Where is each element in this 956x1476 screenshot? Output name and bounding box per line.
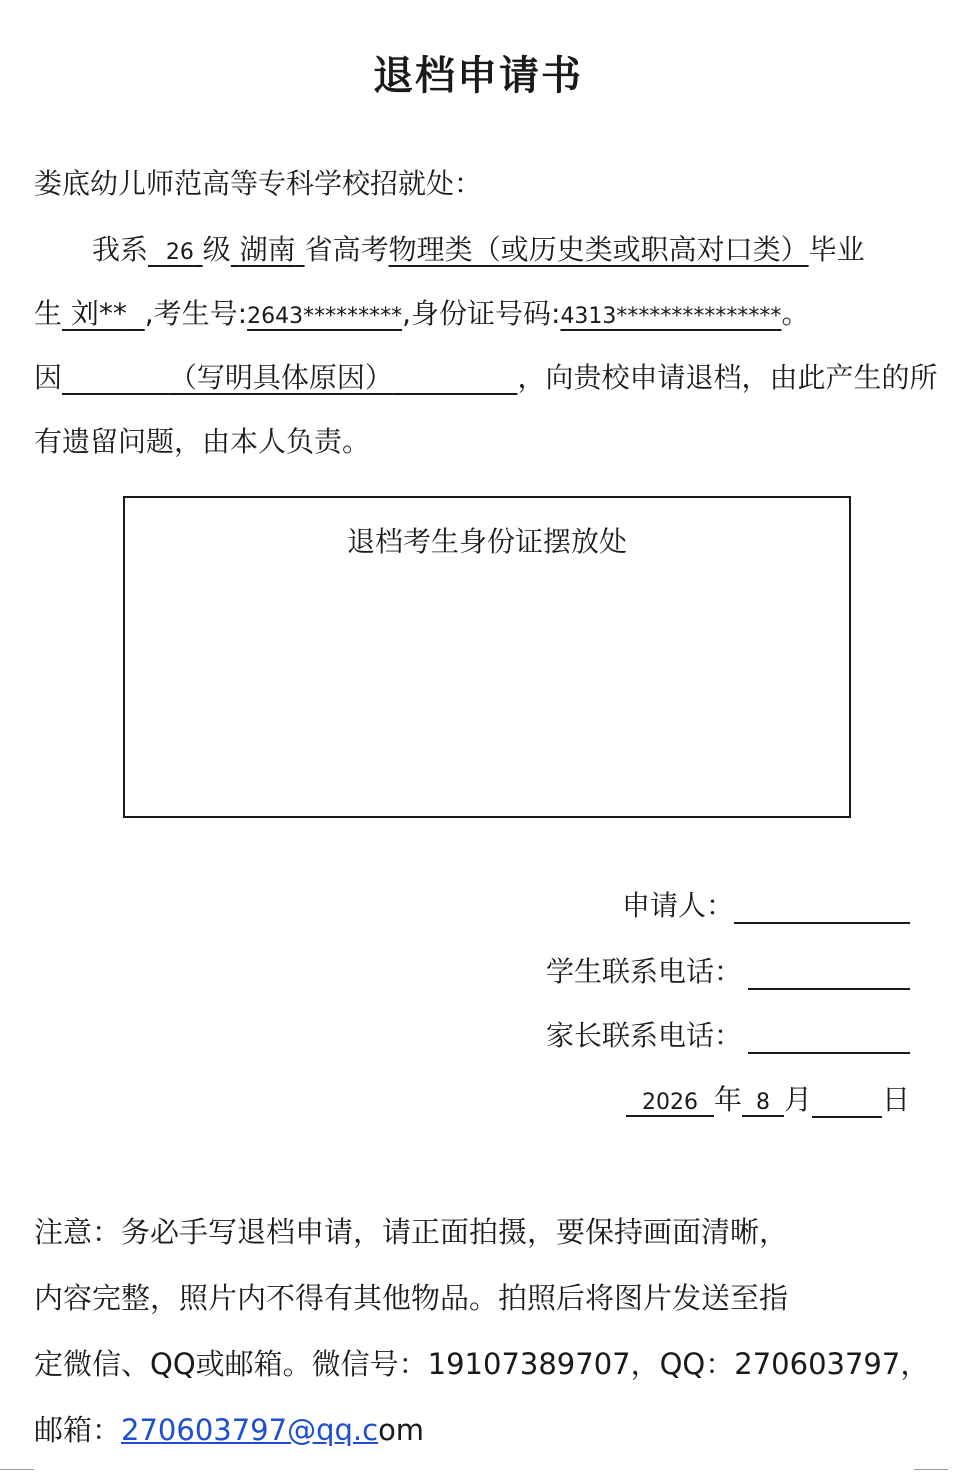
id-card-placement-box bbox=[123, 496, 851, 818]
body-line-3 bbox=[34, 356, 938, 396]
applicant-name: 刘** bbox=[70, 297, 127, 330]
applicant-signature-field bbox=[734, 892, 910, 924]
student-phone-row bbox=[546, 950, 910, 990]
email-tail: om bbox=[378, 1413, 425, 1447]
page-corner-mark-left bbox=[0, 1469, 34, 1470]
id-no-value: 4313*************** bbox=[560, 304, 782, 329]
date-day bbox=[812, 1083, 882, 1118]
body-line-4: 有遗留问题，由本人负责。 bbox=[34, 425, 371, 458]
date-row bbox=[626, 1078, 910, 1118]
exam-no-value: 2643********* bbox=[247, 304, 403, 329]
student-phone-field bbox=[748, 958, 910, 990]
id-no-label: ,身份证号码: bbox=[402, 297, 561, 330]
graduate-text-2: 生 bbox=[34, 297, 63, 330]
document-title: 退档申请书 bbox=[373, 53, 583, 99]
grade-unit: 级 bbox=[202, 233, 231, 266]
graduate-text-1: 毕业 bbox=[808, 233, 865, 266]
province-value: 湖南 bbox=[239, 233, 296, 266]
category-value: 物理类（或历史类或职高对口类） bbox=[388, 233, 809, 266]
date-month-unit: 月 bbox=[783, 1083, 812, 1116]
notice-line-1: 注意：务必手写退档申请，请正面拍摄，要保持画面清晰， bbox=[34, 1215, 789, 1249]
parent-phone-label: 家长联系电话： bbox=[545, 1019, 742, 1052]
body-line-2 bbox=[34, 292, 910, 332]
applicant-label: 申请人： bbox=[621, 889, 734, 922]
exam-no-label: ,考生号: bbox=[144, 297, 248, 330]
notice-line-3: 定微信、QQ或邮箱。微信号：19107389707，QQ：270603797， bbox=[34, 1347, 930, 1381]
id-box-label: 退档考生身份证摆放处 bbox=[346, 525, 627, 558]
parent-phone-field bbox=[748, 1022, 910, 1054]
period: 。 bbox=[781, 297, 810, 330]
notice-line-2: 内容完整，照片内不得有其他物品。拍照后将图片发送至指 bbox=[34, 1281, 789, 1315]
date-year-unit: 年 bbox=[713, 1083, 742, 1116]
reason-suffix: ，向贵校申请退档，由此产生的所 bbox=[517, 361, 938, 394]
date-year: 2026 bbox=[626, 1090, 714, 1117]
applicant-signature-row bbox=[622, 884, 910, 924]
reason-blank: （写明具体原因） bbox=[168, 361, 393, 394]
province-unit: 省高考 bbox=[304, 233, 389, 266]
email-label: 邮箱： bbox=[34, 1413, 122, 1447]
addressee-line: 娄底幼儿师范高等专科学校招就处： bbox=[34, 167, 483, 200]
student-phone-label: 学生联系电话： bbox=[545, 955, 742, 988]
notice-line-4 bbox=[34, 1408, 914, 1449]
date-month: 8 bbox=[742, 1090, 784, 1117]
parent-phone-row bbox=[546, 1014, 910, 1054]
page-corner-mark-right bbox=[914, 1469, 948, 1470]
body-line-1 bbox=[34, 228, 910, 268]
email-link[interactable]: 270603797@qq.c bbox=[121, 1413, 379, 1447]
intro-text: 我系 bbox=[92, 233, 149, 266]
grade-value: 26 bbox=[165, 240, 194, 265]
reason-prefix: 因 bbox=[34, 361, 63, 394]
date-day-unit: 日 bbox=[881, 1083, 910, 1116]
